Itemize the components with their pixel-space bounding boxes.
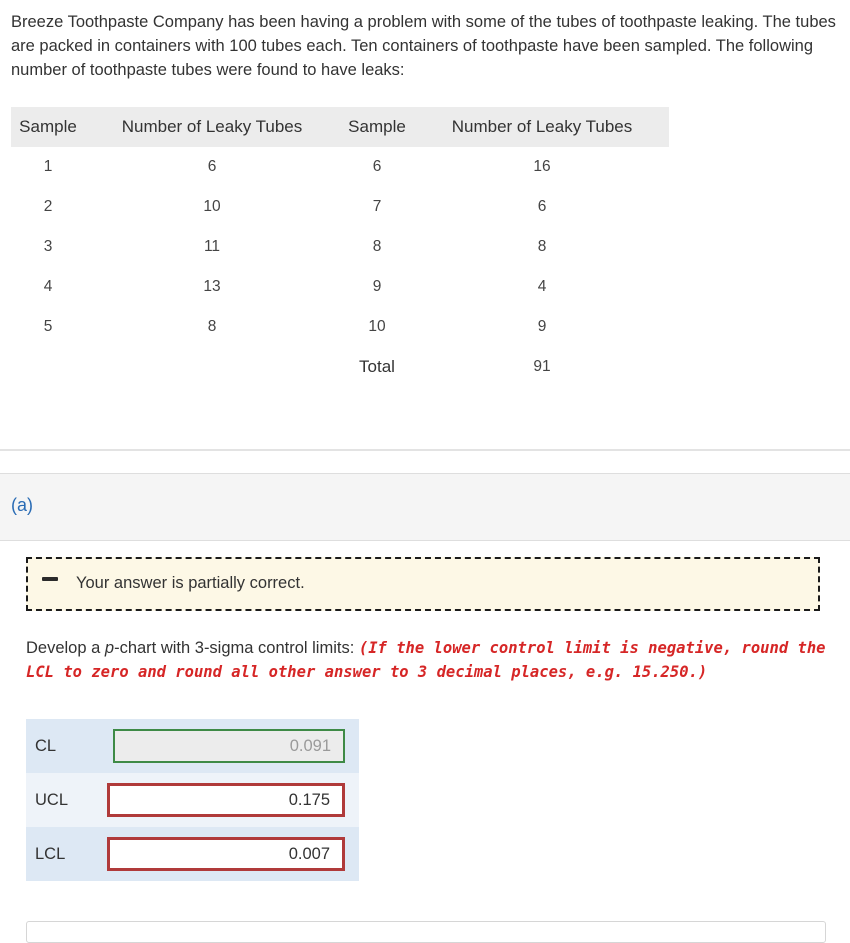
total-value: 91 bbox=[533, 358, 551, 375]
minus-icon bbox=[42, 577, 58, 581]
table-header-row bbox=[11, 107, 669, 147]
header-sample-2: Sample bbox=[339, 107, 415, 147]
leaky-tubes-table bbox=[11, 107, 669, 387]
table-cell: 1 bbox=[43, 158, 53, 175]
instruction-middle: -chart with 3-sigma control limits: bbox=[114, 639, 359, 657]
next-section-box bbox=[26, 921, 826, 943]
table-cell: 2 bbox=[43, 198, 53, 215]
table-cell: 8 bbox=[372, 238, 382, 255]
table-row bbox=[11, 307, 669, 347]
table-cell: 3 bbox=[43, 238, 53, 255]
table-cell: 16 bbox=[533, 158, 551, 175]
table-row bbox=[11, 187, 669, 227]
feedback-box bbox=[26, 557, 820, 611]
instruction-text bbox=[26, 636, 836, 684]
header-leaky-tubes-2: Number of Leaky Tubes bbox=[415, 107, 669, 147]
instruction-p: p bbox=[104, 639, 115, 657]
table-cell: 4 bbox=[537, 278, 547, 295]
table-cell: 11 bbox=[203, 238, 221, 255]
answer-row-cl bbox=[26, 719, 359, 773]
table-cell: 8 bbox=[207, 318, 217, 335]
table-row bbox=[11, 147, 669, 187]
divider bbox=[0, 449, 850, 451]
table-row bbox=[11, 267, 669, 307]
table-cell: 8 bbox=[537, 238, 547, 255]
header-sample-1: Sample bbox=[11, 107, 85, 147]
part-label: (a) bbox=[11, 495, 33, 515]
part-header bbox=[0, 473, 850, 541]
table-cell: 6 bbox=[537, 198, 547, 215]
cl-label: CL bbox=[35, 737, 57, 755]
table-cell: 4 bbox=[43, 278, 53, 295]
lcl-label: LCL bbox=[35, 845, 66, 863]
table-cell: 10 bbox=[203, 198, 221, 215]
feedback-text: Your answer is partially correct. bbox=[76, 574, 305, 592]
table-cell: 10 bbox=[368, 318, 386, 335]
answer-panel bbox=[26, 719, 359, 881]
table-cell: 6 bbox=[207, 158, 217, 175]
ucl-input[interactable] bbox=[107, 783, 345, 817]
table-cell: 5 bbox=[43, 318, 53, 335]
total-label: Total bbox=[359, 357, 395, 376]
ucl-label: UCL bbox=[35, 791, 69, 809]
header-leaky-tubes-1: Number of Leaky Tubes bbox=[85, 107, 339, 147]
table-cell: 6 bbox=[372, 158, 382, 175]
instruction-prefix: Develop a bbox=[26, 639, 105, 657]
cl-input[interactable] bbox=[113, 729, 345, 763]
table-cell: 9 bbox=[372, 278, 382, 295]
lcl-input[interactable] bbox=[107, 837, 345, 871]
table-row bbox=[11, 227, 669, 267]
question-text: Breeze Toothpaste Company has been having a problem with some of the tubes of toothpaste leaking. The tubes are packed in containers with 100 tubes each. Ten containers of toothpaste have been sampled. The following number of toothpaste tubes were found to have leaks: bbox=[11, 13, 836, 79]
rounding-instruction: (If the lower control limit is negative, round the LCL to zero and round all other answer to 3 decimal places, e.g. 15.250.) bbox=[26, 639, 826, 681]
table-cell: 9 bbox=[537, 318, 547, 335]
table-cell: 7 bbox=[372, 198, 382, 215]
answer-row-ucl bbox=[26, 773, 359, 827]
table-total-row bbox=[11, 347, 669, 387]
answer-row-lcl bbox=[26, 827, 359, 881]
table-cell: 13 bbox=[203, 278, 221, 295]
